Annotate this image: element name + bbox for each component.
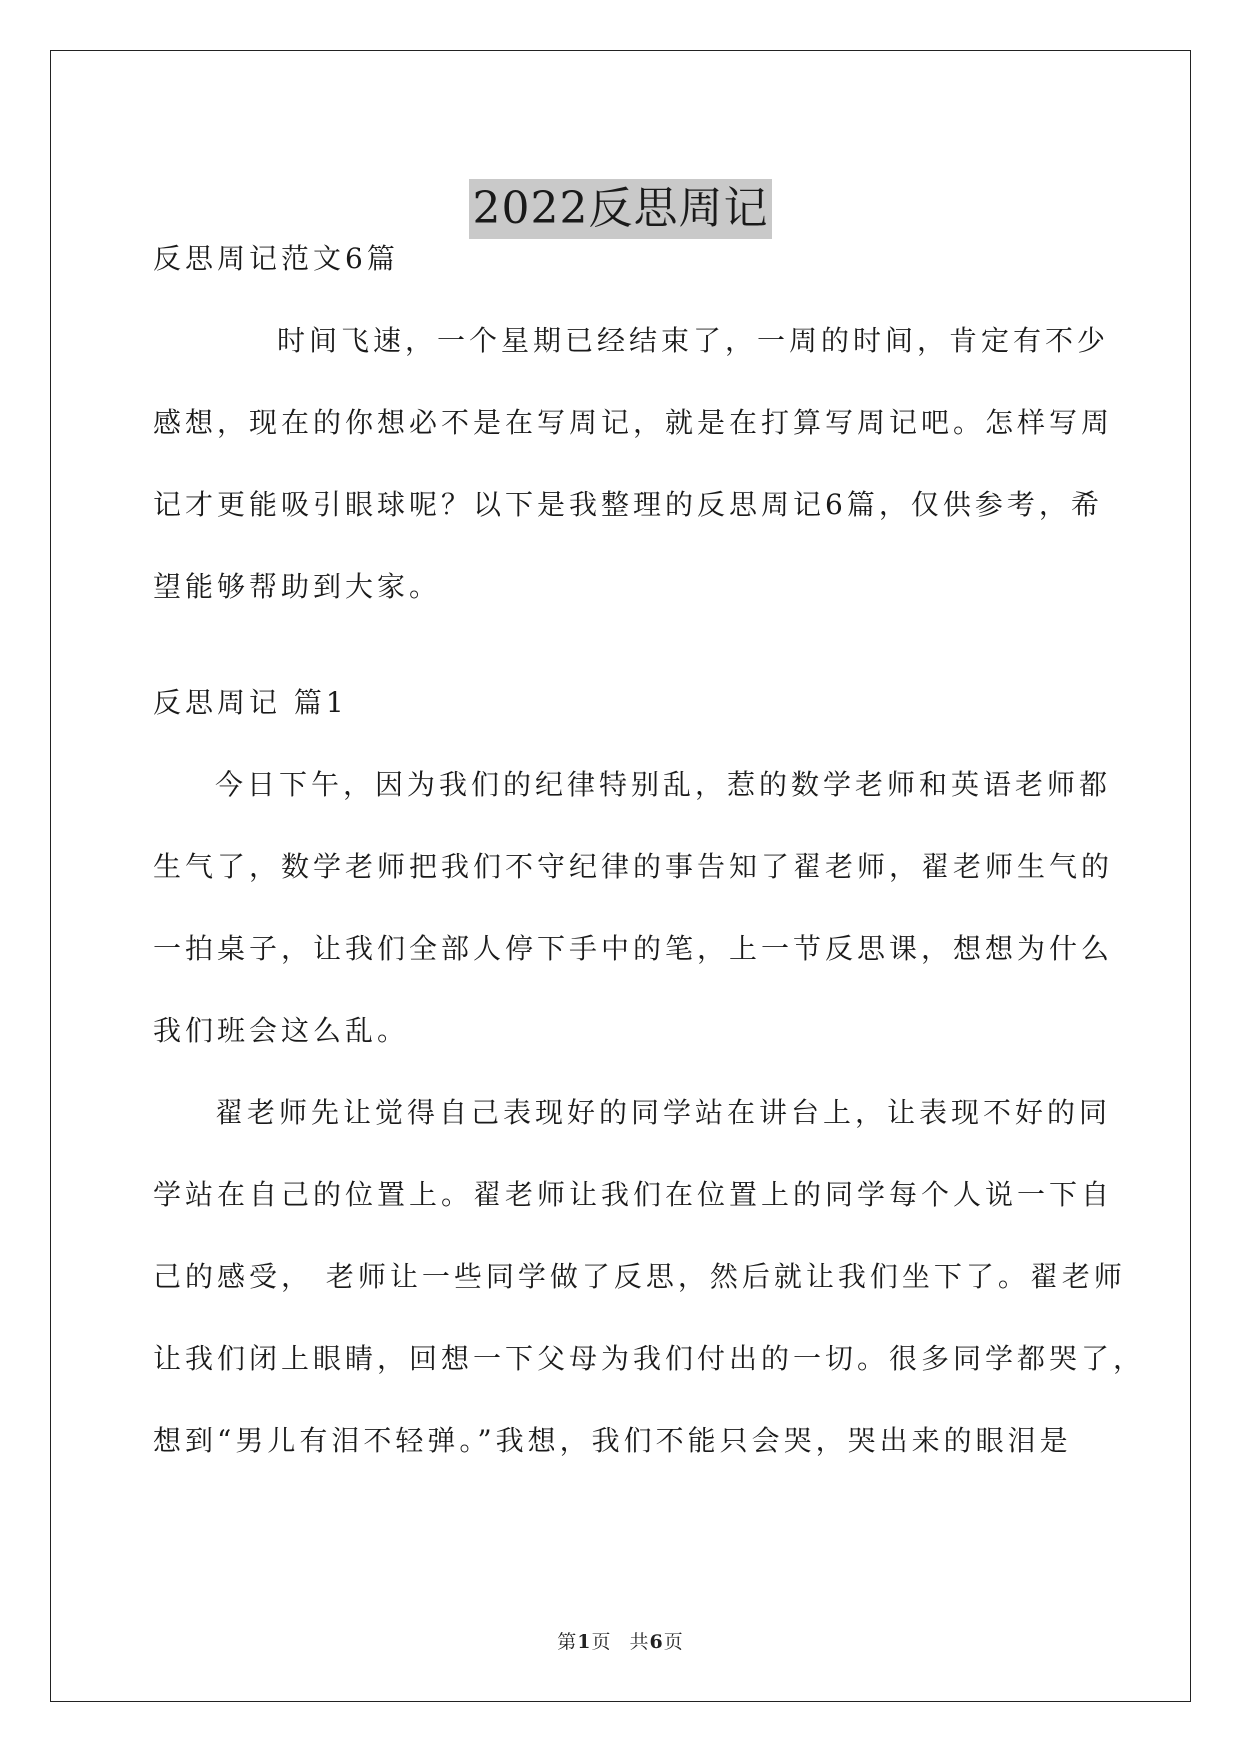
intro-line: 感想，现在的你想必不是在写周记，就是在打算写周记吧。怎样写周: [153, 406, 1114, 439]
page-footer: [0, 1627, 1241, 1654]
total-prefix: 共: [629, 1631, 650, 1653]
total-suffix: 页: [663, 1631, 684, 1653]
section-heading: 反思周记 篇1: [153, 686, 348, 719]
paragraph-line: 翟老师先让觉得自己表现好的同学站在讲台上，让表现不好的同: [215, 1096, 1112, 1129]
intro-line: 时间飞速，一个星期已经结束了，一周的时间，肯定有不少: [277, 324, 1110, 357]
document-body: [153, 232, 1146, 1496]
total-page-number: 6: [649, 1631, 664, 1653]
paragraph-line: 生气了，数学老师把我们不守纪律的事告知了翟老师，翟老师生气的: [153, 850, 1114, 883]
page-suffix: 页: [591, 1631, 612, 1653]
paragraph-line: 一拍桌子，让我们全部人停下手中的笔，上一节反思课，想想为什么: [153, 932, 1114, 965]
paragraph-line: 学站在自己的位置上。翟老师让我们在位置上的同学每个人说一下自: [153, 1178, 1114, 1211]
paragraph-line: 今日下午，因为我们的纪律特别乱，惹的数学老师和英语老师都: [215, 768, 1112, 801]
paragraph-line: 让我们闭上眼睛，回想一下父母为我们付出的一切。很多同学都哭了，: [153, 1342, 1146, 1375]
paragraph-line: 己的感受， 老师让一些同学做了反思，然后就让我们坐下了。翟老师: [153, 1260, 1126, 1293]
intro-line: 望能够帮助到大家。: [153, 570, 442, 603]
intro-line: 记才更能吸引眼球呢？以下是我整理的反思周记6篇，仅供参考，希: [153, 488, 1103, 521]
paragraph-line: 我们班会这么乱。: [153, 1014, 410, 1047]
document-subtitle: 反思周记范文6篇: [153, 242, 399, 275]
document-title: 2022反思周记: [469, 179, 773, 239]
page-prefix: 第: [557, 1631, 578, 1653]
current-page-number: 1: [577, 1631, 592, 1653]
paragraph-line: 想到“男儿有泪不轻弹。”我想，我们不能只会哭，哭出来的眼泪是: [153, 1424, 1072, 1457]
